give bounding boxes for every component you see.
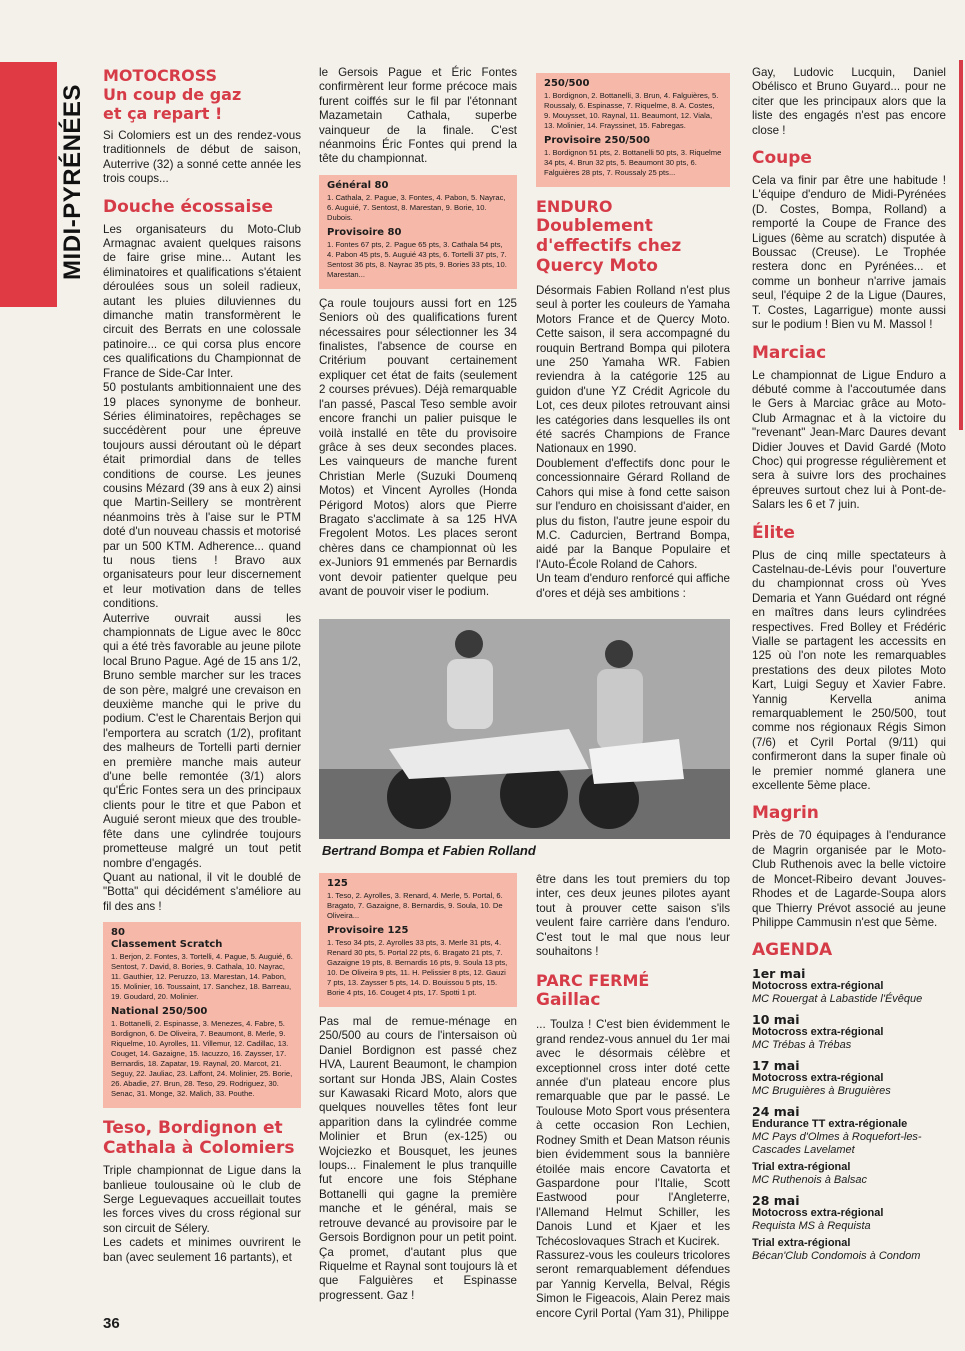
subhead-teso: Teso, Bordignon et Cathala à Colomiers	[103, 1118, 295, 1159]
results-list: 1. Fontes 67 pts, 2. Pague 65 pts, 3. Cathala 54 pts, 4. Pabon 45 pts, 5. Auguié 43 pts, 6. Tortelli 37 pts, 7. Sentost 36 pts, 8. Nayrac 35 pts, 9. Bories 33 pts, 10. Marestan...	[327, 239, 507, 279]
paragraph: Les cadets et minimes ouvrirent le ban (avec seulement 16 partants), et	[103, 1236, 301, 1264]
paragraph: Triple championnat de Ligue dans la banlieue toulousaine où le club de Serge Leguevaques accueillait toutes les forces vives du cross régional sur son circuit de Sélery.	[103, 1164, 301, 1235]
headline-enduro: Doublement d'effectifs chez Quercy Moto	[536, 216, 682, 276]
page-number: 36	[103, 1315, 120, 1332]
results-list: 1. Bordignon 51 pts, 2. Bottanelli 50 pts, 3. Riquelme 34 pts, 4. Brun 32 pts, 5. Beaumont 30 pts, 6. Falguières 28 pts, 7. Roussaly 25 pts...	[544, 148, 722, 177]
agenda-date: 10 mai	[752, 1012, 800, 1028]
headline-line1: Un coup de gaz	[103, 85, 242, 104]
results-box-250-500	[536, 73, 730, 187]
box-title: Général 80	[327, 179, 389, 191]
paragraph: Près de 70 équipages à l'endurance de Magrin organisée par le Moto-Club Ruthenois avec la belle victoire de Moncet-Ribeiro devant Jouves-Rhodes et de Lagarde-Soupa alors que Thierry Prévot associé au jeune Philippe Cammusin n'est que 5ème.	[752, 829, 946, 929]
headline-gaillac: Gaillac	[536, 990, 601, 1011]
paragraph: le Gersois Pague et Éric Fontes confirmèrent leur forme précoce mais furent coiffés sur le fil par l'étonnant Mazametain Cathala, superbe vainqueur de la finale. C'est néanmoins Éric Fontes qui prend la tête du championnat.	[319, 66, 517, 166]
column-3-lower	[536, 873, 730, 1321]
agenda-date: 28 mai	[752, 1193, 800, 1209]
section-tab	[0, 62, 57, 307]
results-box-general-80	[319, 175, 517, 289]
kicker-parc-ferme: PARC FERMÉ	[536, 971, 650, 991]
subhead-agenda: AGENDA	[752, 940, 833, 961]
agenda-place: Requista MS à Requista	[752, 1220, 871, 1233]
agenda-place: MC Rouergat à Labastide l'Évêque	[752, 993, 923, 1006]
paragraph: Pas mal de remue-ménage en 250/500 au cours de l'intersaison où Daniel Bordignon est passé chez HVA, Laurent Beaumont, le champion sortant sur Honda JBS, Alain Costes sur Kawasaki Ricard Moto, alors que quelques nouvelles têtes font leur apparition dans la cylindrée comme Molinier et Brun (ex-125) ou Wojciezko et Bousquet, les jeunes loups... Finalement le plus tranquille fut encore une fois Stéphane Bottanelli qui gagne la première manche et le général, mais se retrouve devancé au provisoire par le Gersois Bordignon pour un petit point. Ça promet, d'autant plus que Riquelme et Raynal sont toujours là et que Falguières et Espinasse progressent. Gaz !	[319, 1015, 517, 1302]
box-title: Provisoire 250/500	[544, 135, 650, 146]
agenda-date: 1er mai	[752, 966, 806, 982]
agenda-event: Motocross extra-régional	[752, 1207, 884, 1220]
column-2-lower	[319, 873, 517, 1303]
paragraph: Auterrive ouvrait aussi les championnats de Ligue avec le 80cc qui a été très favorable au jeune pilote local Bruno Pague. Agé de 15 ans 1/2, Bruno semble marcher sur les traces de son père, malgré une crevaison en deuxième manche qui le prive du podium. C'est le Charentais Berjon qui l'emportera au scratch (1/2), profitant des malheurs de Tortelli parti dernier en première manche mais auteur d'une belle remontée (3/1) alors qu'Éric Fontes sera un des principaux clients pour le titre et que Pabon et Auguié seront mieux que des trouble-fête dans une cylindrée toujours prometteuse malgré un tout petit nombre d'engagés.	[103, 611, 301, 870]
box-title: 80	[111, 927, 125, 939]
box-title: Provisoire 125	[327, 925, 409, 936]
intro-paragraph: Si Colomiers est un des rendez-vous traditionnels de début de saison, Auterrive (32) a sonné cette année les trois coups...	[103, 129, 301, 186]
paragraph: être dans les tout premiers du top inter, ces deux jeunes pilotes ayant tout à prouver cette saison s'ils veulent faire carrière dans l'enduro. C'est tout le mal que nous leur souhaitons !	[536, 873, 730, 959]
subhead-coupe: Coupe	[752, 148, 812, 169]
agenda-place: Bécan'Club Condomois à Condom	[752, 1250, 921, 1263]
paragraph: Gay, Ludovic Lucquin, Daniel Obélisco et Bruno Guyard... pour ne citer que les principaux alors que la liste des engagés n'est pas encore close !	[752, 66, 946, 137]
paragraph: Le championnat de Ligue Enduro a débuté comme à l'accoutumée dans le Gers à Marciac grâce au Moto-Club Armagnac et à la victoire du "revenant" Jean-Marc Daures devant Didier Jouves et David Gardé (Moto Choc) qui progresse régulièrement et sera à suivre lors des prochaines épreuves surtout chez lui à Pont-de-Salars les 6 et 7 juin.	[752, 368, 946, 512]
subhead-magrin: Magrin	[752, 803, 819, 824]
agenda-event: Motocross extra-régional	[752, 1026, 884, 1039]
agenda-place: MC Ruthenois à Balsac	[752, 1174, 867, 1187]
paragraph: Rassurez-vous les couleurs tricolores seront remarquablement défendues par Yannig Kervella, Belval, Régis Simon le Figeacois, Alain Perez mais encore Cyril Portal (Yam 31), Philippe	[536, 1248, 730, 1320]
agenda-event: Trial extra-régional	[752, 1161, 851, 1174]
riders-photo	[319, 619, 730, 839]
box-title: Classement Scratch	[111, 939, 223, 951]
agenda-date: 17 mai	[752, 1058, 800, 1074]
edge-stripe	[959, 60, 963, 430]
results-list: 1. Teso, 2. Ayrolles, 3. Renard, 4. Merle, 5. Portal, 6. Bragato, 7. Gazaigne, 8. Bernardis, 9. Soula, 10. De Oliveira...	[327, 891, 503, 920]
subhead-elite: Élite	[752, 522, 795, 543]
agenda-event: Motocross extra-régional	[752, 980, 884, 993]
column-2	[319, 66, 517, 599]
paragraph: Doublement d'effectifs donc pour le concessionnaire Gérard Rolland de Cahors qui mise à fond cette saison sur l'enduro en choisissant d'aider, en plus du fiston, l'autre jeune espoir du M.C. Cadurcien, Bertrand Bompa, aidé par la Banque Populaire et l'Auto-École Roland de Cahors.	[536, 456, 730, 571]
paragraph: Un team d'enduro renforcé qui affiche d'ores et déjà ses ambitions :	[536, 572, 730, 600]
agenda-event: Motocross extra-régional	[752, 1072, 884, 1085]
results-list: 1. Bottanelli, 2. Espinasse, 3. Menezes, 4. Fabre, 5. Bordignon, 6. De Oliveira, 7. Beaumont, 8. Merle, 9. Riquelme, 10. Ayrolles, 11. Villemur, 12. Cadillac, 13. Couget, 14. Gazaigne, 15. Iacuzzo, 16. Zaysser, 17. Bernardis, 18. Zapatar, 19. Raynal, 20. Marcot, 21. Seguy, 22. Jauliac, 23. Laffont, 24. Molinier, 25. Borie, 26. Abadie, 27. Brun, 28. Teso, 29. Rodriguez, 30. Senac, 31. Monge, 32. Malich, 33. Pouthe.	[111, 1019, 293, 1099]
results-list: 1. Teso 34 pts, 2. Ayrolles 33 pts, 3. Merle 31 pts, 4. Renard 30 pts, 5. Portal 22 pts, 6. Bragato 21 pts, 7. Gazaigne 19 pts, 8. Bernardis 16 pts, 9. Soula 13 pts, 10. De Oliveira 9 pts, 11. H. Pelissier 8 pts, 12. Gauzi 7 pts, 13. Zaysser 5 pts, 14. D. Bouissou 5 pts, 15. Borie 4 pts, 16. Couget 4 pts, 17. Spotti 1 pt.	[327, 938, 508, 997]
paragraph: Plus de cinq mille spectateurs à Castelnau-de-Lévis pour l'ouverture du championnat cross où Yves Demaria et Yann Guédard ont régné en maîtres dans leurs cylindrées respectives. Fred Bolley et Frédéric Vialle se partagent les accessits en 125 où l'on note les remarquables prestations des deux pilotes Moto Kart, Luigi Seguy et Xavier Fabre. Yannig Kervella anima remarquablement le 250/500, tout comme nos régionaux Régis Simon (7/6) et Cyril Portal (9/11) qui confirmeront dans la super finale où le premier nommé glanera une excellente 5ème place.	[752, 548, 946, 793]
box-title: 250/500	[544, 78, 590, 89]
results-list: 1. Cathala, 2. Pague, 3. Fontes, 4. Pabon, 5. Nayrac, 6. Auguié, 7. Sentost, 8. Marestan, 9. Borie, 10. Dubois.	[327, 192, 506, 222]
results-list: 1. Berjon, 2. Fontes, 3. Tortelli, 4. Pague, 5. Auguié, 6. Sentost, 7. David, 8. Bories, 9. Cathala, 10. Nayrac, 11. Gauthier, 12. Peruzzo, 13. Marestan, 14. Pabon, 15. Molinier, 16. Toussaint, 17. Sanchez, 18. Barreau, 19. Goudard, 20. Molinier.	[111, 952, 293, 1002]
agenda-place: MC Bruguières à Bruguières	[752, 1085, 891, 1098]
kicker-enduro: ENDURO	[536, 197, 613, 216]
agenda-date: 24 mai	[752, 1104, 800, 1120]
photo-caption: Bertrand Bompa et Fabien Rolland	[322, 843, 536, 858]
paragraph: Désormais Fabien Rolland n'est plus seul à porter les couleurs de Yamaha Motors France et de Quercy Moto. Cette saison, il sera accompagné du rouquin Bertrand Bompa qui pilotera une 250 Yamaha WR. Fabien reviendra à la catégorie 125 au guidon d'une YZ Crédit Agricole du Lot, ces deux pilotes retrouvant ainsi les catégories dans lesquelles ils ont été sacrés Champions de France Nationaux en 1990.	[536, 284, 730, 456]
agenda-place: MC Trébas à Trébas	[752, 1039, 852, 1052]
paragraph: 50 postulants ambitionnaient une des 19 places synonyme de bonheur. Séries éliminatoires, repêchages se succédèrent pour une épreuve toujours aussi déroutant où le départ était primordial dans de telles conditions de course. Les jeunes cousins Mézard (39 ans à eux 2) ainsi que Martin-Seillery se montrèrent néanmoins très à l'aise sur le PTM doté d'un nouveau chassis et motorisé par un 500 KTM. Adherence... quand tu nous tiens ! Bravo aux organisateurs pour leur discernement et leur motivation dans de telles conditions.	[103, 381, 301, 611]
box-title: 125	[327, 878, 348, 889]
paragraph: Ça roule toujours aussi fort en 125 Seniors où des qualifications furent nécessaires pour sélectionner les 34 finalistes, l'absence de course en Critérium pouvant certainement expliquer cet état de faits (seulement 2 courses prévues). Déjà remarquable l'an passé, Pascal Teso semble avoir encore franchi un palier puisque le voilà installé en tête du provisoire grâce à ses deux secondes places. Les vainqueurs de manche furent Christian Merle (Suzuki Doumenq Motos) et Vincent Ayrolles (Honda Périgord Motos) alors que Pierre Bragato s'acclimate à sa 125 HVA Fregolent Motos. Les places seront chères dans ce championnat où les ex-Juniors 91 emmenés par Bernardis vont devoir patienter quelque peu avant de pouvoir viser le podium.	[319, 296, 517, 598]
riders-photo-illustration	[319, 619, 730, 839]
paragraph: ... Toulza ! C'est bien évidemment le grand rendez-vous annuel du 1er mai avec le désormais célèbre et exceptionnel cross inter doté cette année d'un plateau encore plus remarquable que par le passé. Le Toulouse Moto Sport vous présentera à cette occasion Ron Lechien, Rodney Smith et Dean Matson réunis bien évidemment sous la bannière étoilée mais encore Cavatorta et Gaspardone pour l'Italie, Scott Eastwood pour l'Angleterre, l'Allemand Helmut Schiller, les Danois Lund et Kjaer et les Tchécoslovaques Strach et Kucirek.	[536, 1018, 730, 1248]
paragraph: Cela va finir par être une habitude ! L'équipe d'enduro de Midi-Pyrénées (D. Costes, Bompa, Rolland) a remporté la Coupe de France des Ligues (6ème au scratch) disputée à Boussac (Creuse). Le Trophée restera donc en Pyrénées... et comme un bonheur n'arrive jamais seul, l'équipe 2 de la Ligue (Daures, T. Costes, Lagarrigue) monte aussi sur le podium ! Bien vu M. Massol !	[752, 174, 946, 332]
paragraph: Quant au national, il vit le doublé de "Botta" qui décidément s'améliore au fil des ans !	[103, 870, 301, 913]
column-4	[752, 66, 946, 1263]
results-list: 1. Bordignon, 2. Bottanelli, 3. Brun, 4. Falguières, 5. Roussaly, 6. Espinasse, 7. Riquelme, 8. A. Costes, 9. Mouysset, 10. Raynal, 11. Beaumont, 12. Viala, 13. Molinier, 14. Frayssinet, 15. Fabregas.	[544, 91, 719, 130]
agenda-event: Endurance TT extra-régionale	[752, 1118, 908, 1131]
agenda-list	[752, 967, 946, 1263]
kicker-motocross: MOTOCROSS	[103, 66, 218, 85]
headline-line2: et ça repart !	[103, 104, 223, 123]
column-1	[103, 66, 301, 1265]
box-title: National 250/500	[111, 1006, 208, 1018]
paragraph: Les organisateurs du Moto-Club Armagnac avaient quelques raisons de faire grise mine... Autant les éliminatoires et qualifications s'étaient déroulées sous un soleil radieux, autant les pluies diluviennes du dimanche matin transformèrent le circuit des Berrats en une colossale patinoire... ce qui corsa plus encore ces qualifications du Championnat de France de Side-Car Inter.	[103, 222, 301, 380]
results-box-80	[103, 922, 301, 1108]
subhead-douche: Douche écossaise	[103, 196, 273, 217]
agenda-place: MC Pays d'Olmes à Roquefort-les-Cascades Lavelamet	[752, 1131, 922, 1157]
section-label: MIDI-PYRÉNÉES	[59, 84, 86, 280]
subhead-marciac: Marciac	[752, 342, 827, 363]
agenda-event: Trial extra-régional	[752, 1237, 851, 1250]
column-3	[536, 73, 730, 601]
results-box-125	[319, 873, 517, 1007]
box-title: Provisoire 80	[327, 226, 402, 238]
